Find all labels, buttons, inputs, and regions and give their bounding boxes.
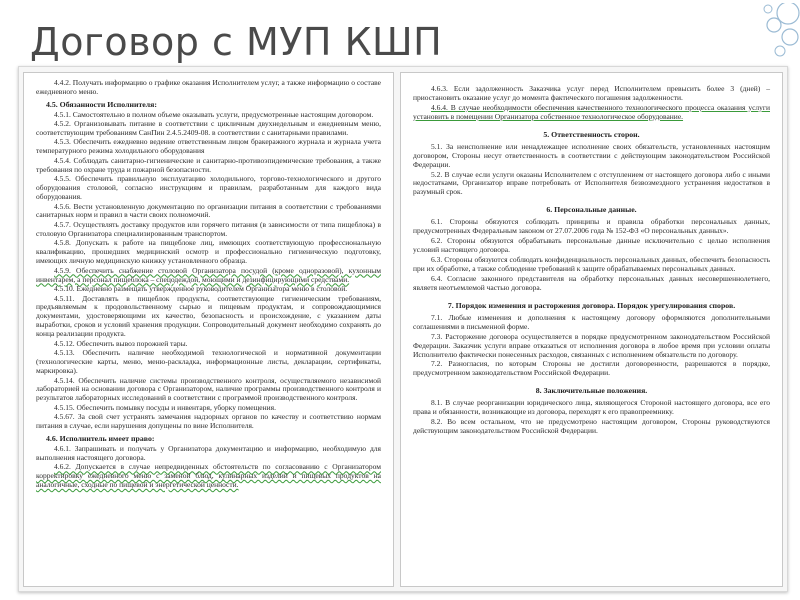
- clause-4-5-10: 4.5.10. Ежедневно размещать утвержденное руководителем Организатора меню в столовой.: [54, 284, 348, 294]
- clause-8-2: 8.2. Во всем остальном, что не предусмотрено настоящим договором, Стороны руководствуются действующим законодательством Российской Федерации.: [413, 417, 770, 436]
- clause-4-5-13: 4.5.13. Обеспечить наличие необходимой технологической и нормативной документации (технологические карты, меню, меню-раскладка, информационные листы, декларации, сертификаты, маркировка).: [36, 348, 381, 376]
- clause-4-4-2: 4.4.2. Получать информацию о графике оказания Исполнителем услуг, а также информацию о составе ежедневного меню.: [36, 78, 381, 96]
- clause-5-2: 5.2. В случае если услуги оказаны Исполнителем с отступлением от настоящего договора либо с иными недостатками, Организатор вправе потребовать от Исполнителя безвозмездного устранения недостатков в разумный срок.: [413, 169, 770, 197]
- document-page-left: [23, 72, 394, 587]
- clause-4-6-2: 4.6.2. Допускается в случае непредвиденных обстоятельств по согласованию с Организатором корректировку ежедневного меню с заменой блюд, кулинарных изделий и пищевых продуктов на аналогичные, сходные по пищевой и энергетической ценности.: [36, 462, 381, 490]
- clause-4-5-3: 4.5.3. Обеспечить ежедневно ведение ответственным лицом бракеражного журнала и журнала учета температурного режима холодильного оборудования: [36, 137, 381, 156]
- clause-4-5-11: 4.5.11. Доставлять в пищеблок продукты, соответствующие гигиеническим требованиям, предъявляемым к продовольственному сырью и пищевым продуктам, и сопровождающимися документами, удостоверяющими их качество, безопасность и происхождение, с указанием даты выработки, сроков и условий хранения продукции. Сопроводительный документ необходимо сохранять до конца реализации продукта.: [36, 293, 381, 339]
- clause-7-1: 7.1. Любые изменения и дополнения к настоящему договору оформляются дополнительными соглашениями в письменной форме.: [413, 312, 770, 331]
- section-heading-8: 8. Заключительные положения.: [535, 386, 648, 396]
- section-heading-rights: 4.6. Исполнитель имеет право:: [46, 434, 155, 444]
- clause-4-5-15: 4.5.15. Обеспечить помывку посуды и инвентаря, уборку помещения.: [54, 402, 276, 412]
- clause-4-5-67: 4.5.67. За свой счет устранять замечания надзорных органов по качеству и соответствию нормам питания в случае, если нарушения допущены по вине Исполнителя.: [36, 412, 381, 431]
- clause-4-5-1: 4.5.1. Самостоятельно в полном объеме оказывать услуги, предусмотренные настоящим договором.: [54, 109, 374, 119]
- clause-7-3: 7.3. Расторжение договора осуществляется в порядке предусмотренном законодательством Российской Федерации. Заказчик услуги вправе отказаться от исполнения договора в любое время при условии оплаты Исполнителю фактически понесенных расходов, связанных с исполнением обязательств по договору.: [413, 331, 770, 359]
- clause-8-1: 8.1. В случае реорганизации юридического лица, являющегося Стороной настоящего договора, все его права и обязанности, возникающие из договора, переходят к его правопреемнику.: [413, 398, 770, 417]
- section-heading-obligations: 4.5. Обязанности Исполнителя:: [46, 99, 157, 109]
- clause-4-5-9: 4.5.9. Обеспечить снабжение столовой Организатора посудой (кроме одноразовой), кухонным инвентарем, а персонал пищеблока – спецодеждой, моющими и дезинфицирующими средствами.: [36, 265, 381, 284]
- clause-4-5-4: 4.5.4. Соблюдать санитарно-гигиенические и санитарно-противоэпидемические требования, а также требования по охране труда и пожарной безопасности.: [36, 155, 381, 174]
- clause-6-2: 6.2. Стороны обязуются обрабатывать персональные данные исключительно с целью исполнения условий настоящего договора.: [413, 236, 770, 255]
- section-heading-6: 6. Персональные данные.: [546, 205, 637, 215]
- clause-6-1: 6.1. Стороны обязуются соблюдать принципы и правила обработки персональных данных, предусмотренных Федеральным законом от 27.07.2006 года № 152-ФЗ «О персональных данных».: [413, 217, 770, 236]
- slide-title: Договор с МУП КШП: [30, 20, 443, 64]
- clause-6-3: 6.3. Стороны обязуются соблюдать конфиденциальность персональных данных, обеспечить безопасность при их обработке, а также соблюдение требований к защите обрабатываемых персональных данных.: [413, 255, 770, 273]
- clause-6-4: 6.4. Согласие законного представителя на обработку персональных данных несовершеннолетнего, являетя неотъемлемой частью договора.: [413, 273, 770, 292]
- clause-4-5-7: 4.5.7. Осуществлять доставку продуктов или горячего питания (в зависимости от типа пищеблока) в столовую Организатора специализированным транспортом.: [36, 219, 381, 238]
- clause-7-2: 7.2. Разногласия, по которым Стороны не достигли договоренности, разрешаются в порядке, предусмотренном законодательством Российской Федерации.: [413, 359, 770, 378]
- decorative-circles: [744, 3, 800, 75]
- clause-4-5-8: 4.5.8. Допускать к работе на пищеблоке лиц, имеющих соответствующую профессиональную квалификацию, прошедших медицинский осмотр и профессионально гигиеническую подготовку, имеющих личную медицинскую книжку установленного образца.: [36, 238, 381, 266]
- clause-5-1: 5.1. За неисполнение или ненадлежащее исполнение своих обязательств, установленных настоящим договором, Стороны несут ответственность в соответствии с действующим законодательством Российской Федерации.: [413, 141, 770, 169]
- clause-4-5-2: 4.5.2. Организовывать питание в соответствии с цикличным двухнедельным и ежедневным меню, соответствующим требованиям СанПин 2.4.5.2409-08. в соответствии с санитарными правилами.: [36, 119, 381, 137]
- clause-4-6-4: 4.6.4. В случае необходимости обеспечения качественного технологического процесса оказания услуги установить в помещении Организатора собственное технологическое оборудование.: [413, 102, 770, 121]
- clause-4-5-14: 4.5.14. Обеспечить наличие системы производственного контроля, осуществляемого независимой лабораторией на основании договора с Организатором, наличие программы производственного контроля и результатов лабораторных исследований в соответствии с программой производственного контроля.: [36, 375, 381, 403]
- clause-4-6-3: 4.6.3. Если задолженность Заказчика услуг перед Исполнителем превысить более 3 (дней) – приостановить оказание услуг до момента фактического погашения задолженности.: [413, 84, 770, 102]
- clause-4-5-12: 4.5.12. Обеспечить вывоз порожней тары.: [54, 338, 188, 348]
- clause-4-6-1: 4.6.1. Запрашивать и получать у Организатора документацию и информацию, необходимую для выполнения настоящего договора.: [36, 443, 381, 462]
- section-heading-7: 7. Порядок изменения и расторжения договора. Порядок урегулирования споров.: [447, 300, 736, 310]
- clause-4-5-5: 4.5.5. Обеспечить правильную эксплуатацию холодильного, торгово-технологического и другого оборудования столовой, согласно инструкциям и правилам, разработанным для каждого вида оборудования.: [36, 174, 381, 202]
- clause-4-5-6: 4.5.6. Вести установленную документацию по организации питания в соответствии с требованиями санитарных норм и правил в части своих полномочий.: [36, 201, 381, 220]
- section-heading-5: 5. Ответственность сторон.: [543, 129, 640, 139]
- document-page-right: [400, 72, 783, 587]
